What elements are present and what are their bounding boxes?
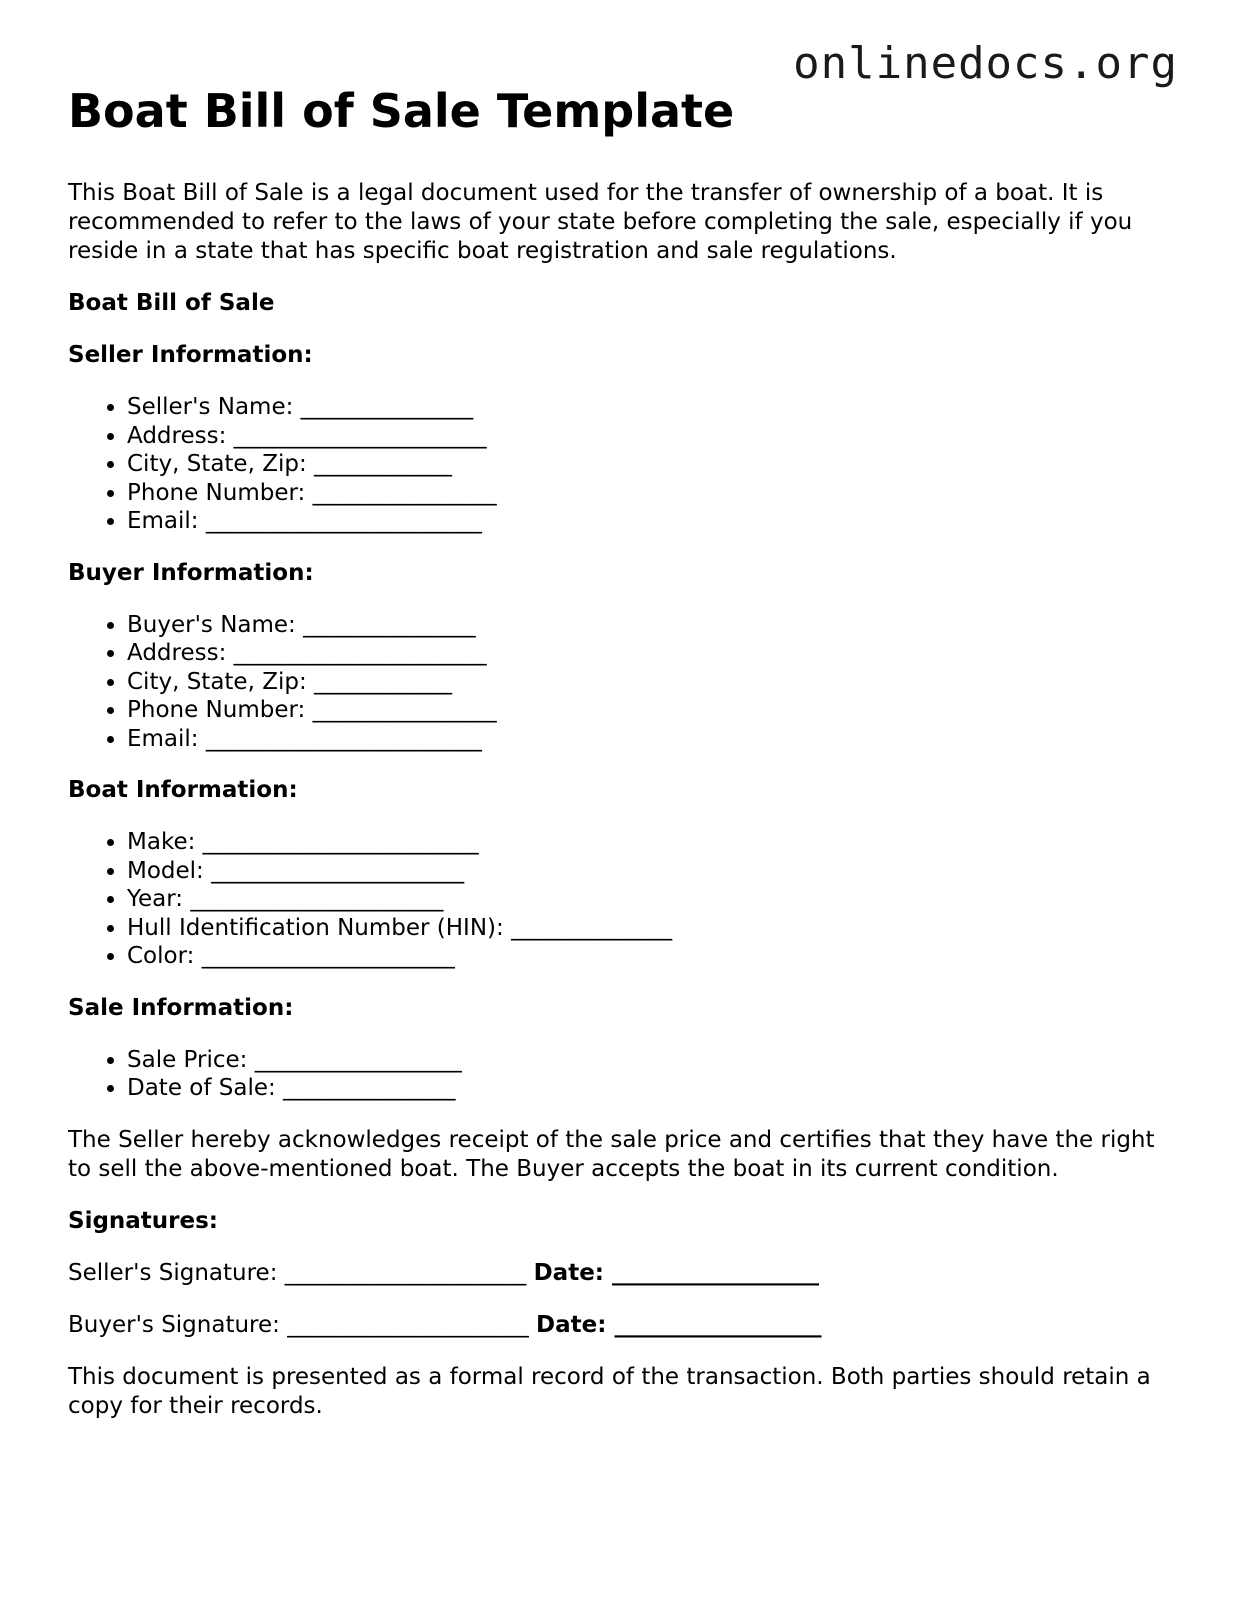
seller-date-label: Date:: [533, 1259, 604, 1286]
boat-model-field: • Model: ______________________: [127, 857, 1178, 886]
buyer-heading: Buyer Information:: [68, 559, 314, 586]
buyer-name-field: • Buyer's Name: _______________: [127, 611, 1178, 640]
form-title: Boat Bill of Sale: [68, 290, 275, 317]
acknowledgement-paragraph: The Seller hereby acknowledges receipt of the sale price and certifies that they have the right to sell the above-mentioned boat. The Buyer accepts the boat in its current condition.: [68, 1126, 1155, 1182]
boat-hin-field: • Hull Identification Number (HIN): ______________: [127, 914, 1178, 943]
seller-phone-field: • Phone Number: ________________: [127, 479, 1178, 508]
buyer-date-line: __________________: [606, 1311, 822, 1338]
sale-heading: Sale Information:: [68, 994, 294, 1021]
buyer-city-field: • City, State, Zip: ____________: [127, 668, 1178, 697]
buyer-field-list: [68, 611, 1178, 754]
boat-heading: Boat Information:: [68, 777, 298, 804]
seller-signature-line: [68, 1259, 1178, 1288]
intro-paragraph: This Boat Bill of Sale is a legal document used for the transfer of ownership of a boat. It is recommended to refer to the laws of your state before completing the sale, especially if you reside in a state that has specific boat registration and sale regulations.: [68, 180, 1133, 265]
closing-paragraph: This document is presented as a formal record of the transaction. Both parties should retain a copy for their records.: [68, 1363, 1151, 1419]
seller-signature-label: Seller's Signature: _____________________: [68, 1259, 534, 1286]
sale-price-field: • Sale Price: __________________: [127, 1046, 1178, 1075]
seller-heading: Seller Information:: [68, 342, 313, 369]
sale-date-field: • Date of Sale: _______________: [127, 1074, 1178, 1103]
signatures-heading: Signatures:: [68, 1207, 219, 1234]
page-title: Boat Bill of Sale Template: [68, 84, 735, 138]
sale-field-list: [68, 1046, 1178, 1103]
seller-name-field: • Seller's Name: _______________: [127, 393, 1178, 422]
seller-city-field: • City, State, Zip: ____________: [127, 450, 1178, 479]
buyer-address-field: • Address: ______________________: [127, 639, 1178, 668]
seller-email-field: • Email: ________________________: [127, 507, 1178, 536]
buyer-signature-line: [68, 1311, 1178, 1340]
boat-year-field: • Year: ______________________: [127, 885, 1178, 914]
buyer-email-field: • Email: ________________________: [127, 725, 1178, 754]
boat-field-list: [68, 828, 1178, 971]
seller-field-list: [68, 393, 1178, 536]
seller-date-line: __________________: [604, 1259, 820, 1286]
document-body: [68, 84, 1178, 1444]
seller-address-field: • Address: ______________________: [127, 422, 1178, 451]
buyer-phone-field: • Phone Number: ________________: [127, 696, 1178, 725]
boat-make-field: • Make: ________________________: [127, 828, 1178, 857]
watermark: onlinedocs.org: [793, 38, 1178, 89]
boat-color-field: • Color: ______________________: [127, 942, 1178, 971]
buyer-date-label: Date:: [536, 1311, 607, 1338]
buyer-signature-label: Buyer's Signature: _____________________: [68, 1311, 537, 1338]
